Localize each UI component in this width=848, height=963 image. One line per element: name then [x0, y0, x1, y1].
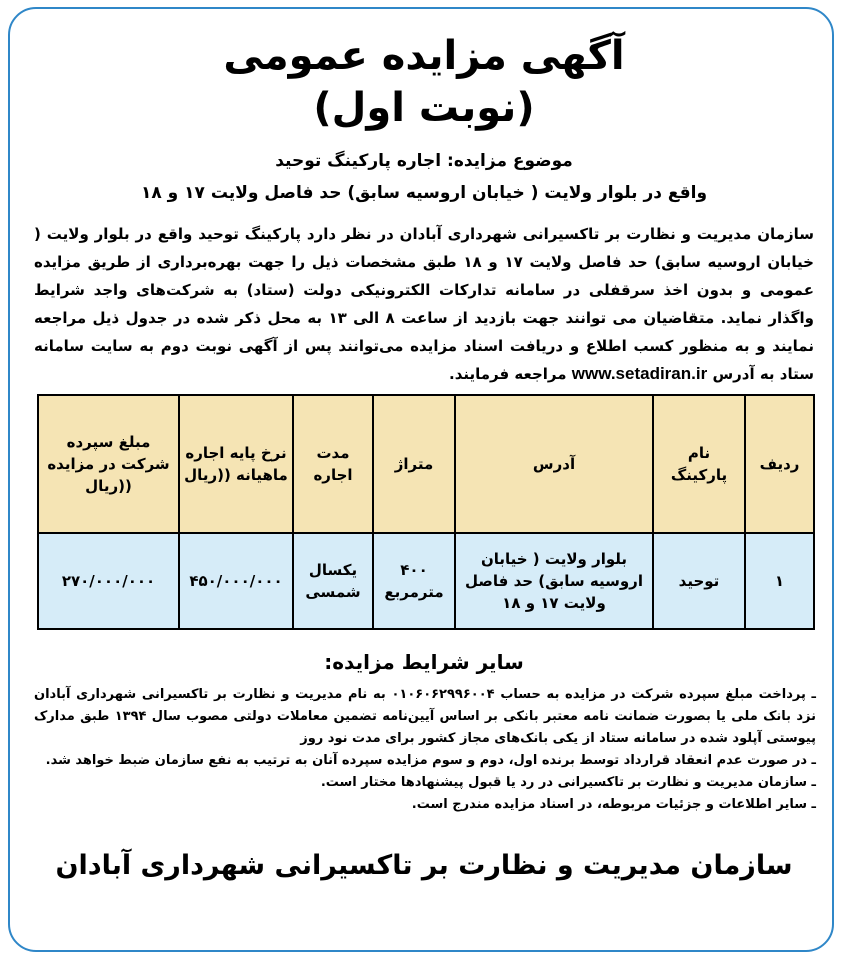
auction-location: واقع در بلوار ولایت ( خیابان اروسیه سابق) حد فاصل ولایت ۱۷ و ۱۸ [140, 183, 708, 203]
terms-list [34, 684, 816, 816]
intro-text: سازمان مدیریت و نظارت بر تاکسیرانی شهرداری آبادان در نظر دارد پارکینگ توحید واقع در بلوار ولایت ( خیابان اروسیه سابق) حد فاصل ولایت ۱۷ و ۱۸ طبق مشخصات ذیل را جهت بهره‌برداری از طریق مزایده عمومی و بدون اخذ سرقفلی در سامانه تدارکات الکترونیکی دولت (ستاد) به شرکت‌های واجد شرایط واگذار نماید. متقاضیان می توانند جهت بازدید از ساعت ۸ الی ۱۳ به محل ذکر شده در جدول ذیل مراجعه نمایند و به منظور کسب اطلاع و دریافت اسناد مزایده می‌توانند پس از آگهی نوبت دوم به سایت سامانه ستاد به آدرس [34, 225, 815, 383]
intro-tail: مراجعه فرمایند. [449, 365, 567, 383]
auction-table [37, 394, 815, 630]
col-header-base-rent: نرخ پایه اجاره ماهیانه ((ریال [179, 395, 293, 533]
term-item: ـ سایر اطلاعات و جزئیات مربوطه، در اسناد مزایده مندرج است. [411, 797, 816, 812]
term-item: ـ در صورت عدم انعقاد قرارداد توسط برنده اول، دوم و سوم مزایده سپرده آنان به ترتیب به نفع سازمان ضبط خواهد شد. [45, 753, 816, 768]
notice-title: آگهی مزایده عمومی [223, 33, 625, 79]
cell-area: ۴۰۰ مترمربع [373, 533, 455, 629]
cell-base-rent: ۴۵۰/۰۰۰/۰۰۰ [179, 533, 293, 629]
cell-row-no: ۱ [745, 533, 814, 629]
table-header-row [38, 395, 814, 533]
website-link[interactable]: www.setadiran.ir [571, 364, 708, 383]
cell-address: بلوار ولایت ( خیابان اروسیه سابق) حد فاصل ولایت ۱۷ و ۱۸ [455, 533, 653, 629]
term-item: ـ پرداخت مبلغ سپرده شرکت در مزایده به حساب ۰۱۰۶۰۶۲۹۹۶۰۰۴ به نام مدیریت و نظارت بر تاکسیرانی شهرداری آبادان نزد بانک ملی یا بصورت ضمانت نامه معتبر بانکی بر اساس آیین‌نامه تضمین معاملات دولتی مصوب سال ۱۳۹۴ طبق مدارک پیوستی آپلود شده در سامانه ستاد از یکی بانک‌های مجاز کشور برای مدت نود روز [34, 687, 816, 746]
cell-parking-name: توحید [653, 533, 745, 629]
col-header-parking-name: نام پارکینگ [653, 395, 745, 533]
intro-paragraph [34, 220, 814, 388]
term-item: ـ سازمان مدیریت و نظارت بر تاکسیرانی در رد یا قبول پیشنهادها مختار است. [320, 775, 816, 790]
terms-title: سایر شرایط مزایده: [324, 650, 524, 674]
organization-signature: سازمان مدیریت و نظارت بر تاکسیرانی شهرداری آبادان [55, 850, 793, 881]
cell-lease-term: یکسال شمسی [293, 533, 373, 629]
notice-round: (نوبت اول) [313, 85, 535, 131]
table-row [38, 533, 814, 629]
col-header-deposit: مبلغ سپرده شرکت در مزایده ((ریال [38, 395, 179, 533]
cell-deposit: ۲۷۰/۰۰۰/۰۰۰ [38, 533, 179, 629]
col-header-lease-term: مدت اجاره [293, 395, 373, 533]
col-header-row-no: ردیف [745, 395, 814, 533]
auction-subject: موضوع مزایده: اجاره پارکینگ توحید [275, 151, 573, 171]
col-header-address: آدرس [455, 395, 653, 533]
col-header-area: متراژ [373, 395, 455, 533]
